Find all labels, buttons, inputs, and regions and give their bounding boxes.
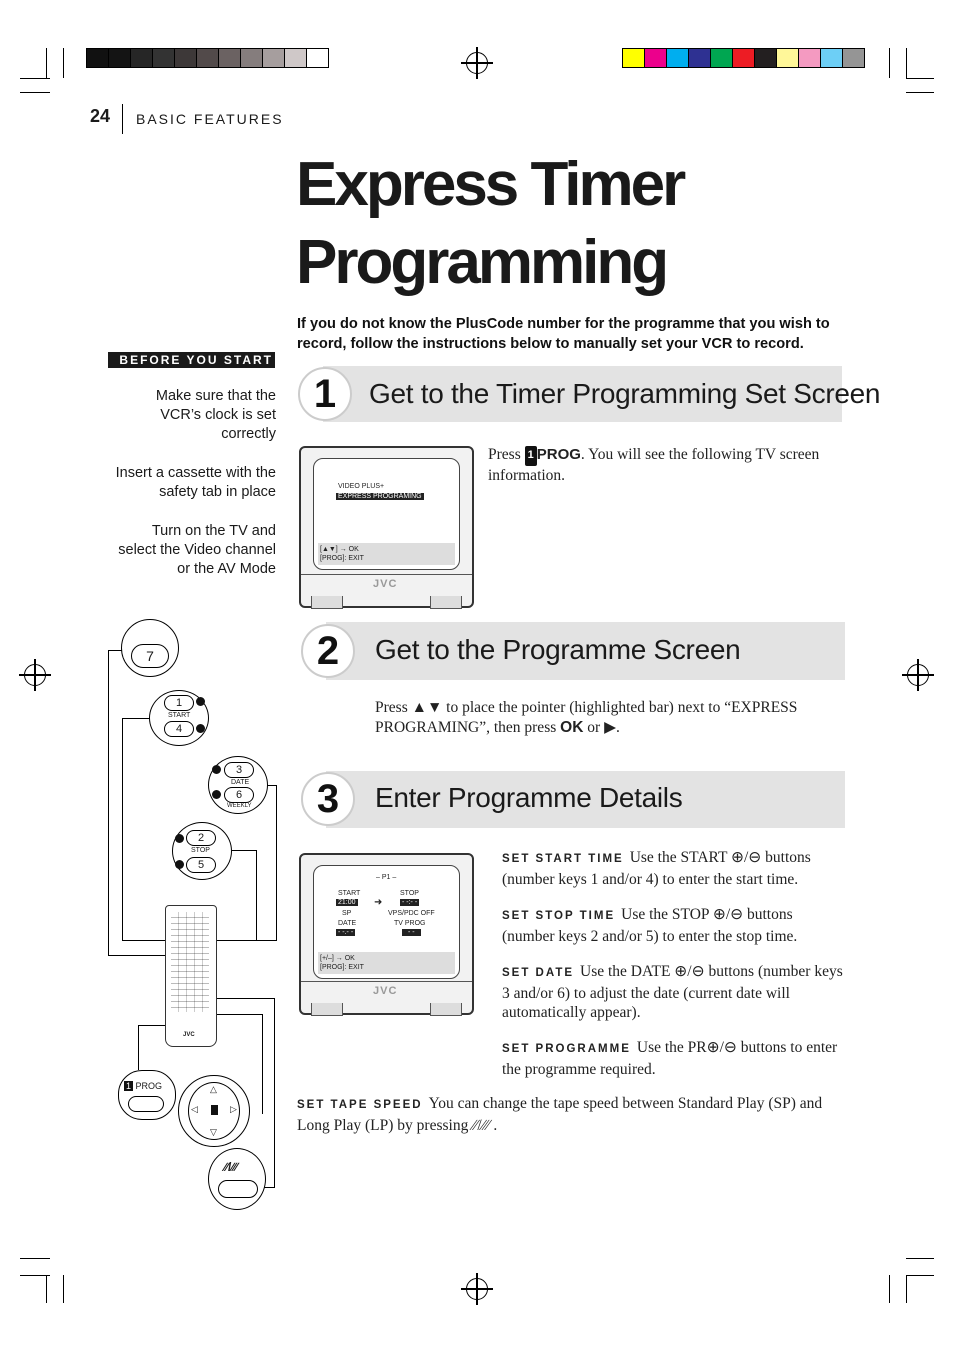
color-swatch <box>820 48 843 68</box>
color-swatch <box>218 48 241 68</box>
tv2-date-value: - -.- - <box>338 929 354 936</box>
color-swatch <box>732 48 755 68</box>
color-swatch <box>754 48 777 68</box>
title-line-2: Programming <box>296 228 667 297</box>
color-swatch <box>776 48 799 68</box>
color-swatch <box>86 48 109 68</box>
color-swatch <box>284 48 307 68</box>
prog-key-zoom <box>118 1070 176 1120</box>
tv1-line2: EXPRESS PROGRAMING <box>338 493 422 500</box>
detail-date-label: SET DATE <box>502 967 575 979</box>
registration-mark-bottom <box>466 1278 488 1300</box>
tv2-nav: [+/–] → OK <box>320 955 355 962</box>
page-title <box>296 146 683 302</box>
down-arrow-icon: ▽ <box>210 1127 217 1137</box>
detail-programme-label: SET PROGRAMME <box>502 1043 631 1055</box>
detail-programme-text: Use the PR⊕/⊖ buttons to enter the programme required. <box>502 1039 838 1078</box>
remote-brand: JVC <box>183 1032 195 1038</box>
header-divider <box>122 104 123 134</box>
key-2[interactable]: 2 <box>186 830 216 846</box>
prog-key-label <box>124 1081 162 1091</box>
key-3[interactable]: 3 <box>224 762 254 778</box>
key-1[interactable]: 1 <box>164 695 194 711</box>
tv2-start-value: 21:00 <box>338 899 356 906</box>
before-item-2: Insert a cassette with the safety tab in place <box>115 465 276 500</box>
plus-icon <box>212 765 221 774</box>
color-swatch <box>644 48 667 68</box>
before-item-3: Turn on the TV and select the Video channel or the AV Mode <box>118 523 276 577</box>
color-swatch <box>842 48 865 68</box>
intro-text: If you do not know the PlusCode number for the programme that you wish to record, follow the instructions below to manually set your VCR to record. <box>297 316 830 352</box>
prog-button-number: 1 <box>525 446 537 466</box>
registration-mark-left <box>24 664 46 686</box>
color-swatch <box>666 48 689 68</box>
right-arrow-icon: ▶ <box>604 718 616 736</box>
detail-start-time <box>502 848 847 889</box>
tv2-date-label: DATE <box>338 920 357 927</box>
color-swatch <box>240 48 263 68</box>
speed-key-label: ∕∕/∕∕∕ <box>224 1160 238 1174</box>
key-7[interactable]: 7 <box>131 644 169 668</box>
tv2-tvprog-label: TV PROG <box>394 920 426 927</box>
stop-label: STOP <box>191 847 210 854</box>
before-item-1: Make sure that the VCR’s clock is set correctly <box>155 388 276 442</box>
key-6[interactable]: 6 <box>224 787 254 803</box>
step-1-title: Get to the Timer Programming Set Screen <box>369 378 881 409</box>
step-2-text-a: Press ▲▼ to place the pointer (highlighted bar) next to “EXPRESS PROGRAMING”, then press <box>375 699 798 736</box>
ok-button-ref: OK <box>560 718 584 736</box>
color-swatch <box>108 48 131 68</box>
page-number: 24 <box>90 106 111 126</box>
right-arrow-icon: ➜ <box>374 897 383 908</box>
detail-start-label: SET START TIME <box>502 853 624 865</box>
up-arrow-icon: △ <box>210 1084 217 1094</box>
color-swatch <box>622 48 645 68</box>
left-arrow-icon: ◁ <box>191 1104 198 1114</box>
registration-mark-top <box>466 52 488 74</box>
tv-screen-2 <box>299 853 474 1015</box>
tv2-heading: – P1 – <box>376 874 397 881</box>
detail-date <box>502 962 847 1023</box>
step-2-number: 2 <box>301 624 355 678</box>
tv-screen-1 <box>299 446 474 608</box>
detail-stop-time <box>502 905 847 946</box>
color-swatch <box>152 48 175 68</box>
right-arrow-icon: ▷ <box>230 1104 237 1114</box>
color-swatch <box>688 48 711 68</box>
registration-mark-right <box>907 664 929 686</box>
detail-stop-text: Use the STOP ⊕/⊖ buttons (number keys 2 and/or 5) to enter the stop time. <box>502 906 798 945</box>
key-4[interactable]: 4 <box>164 721 194 737</box>
tape-speed-text: You can change the tape speed between Standard Play (SP) and Long Play (LP) by pressing ∕∕/∕∕∕ . <box>297 1095 823 1134</box>
color-swatch <box>130 48 153 68</box>
step-2-or: or <box>587 718 601 736</box>
remote-body <box>165 905 217 1047</box>
color-swatch <box>710 48 733 68</box>
tape-speed <box>297 1094 827 1135</box>
detail-stop-label: SET STOP TIME <box>502 910 616 922</box>
tv2-exit: [PROG]: EXIT <box>320 964 364 971</box>
ok-key[interactable] <box>211 1105 218 1115</box>
prog-label: PROG <box>135 1081 163 1091</box>
tv2-sp: SP <box>342 910 352 917</box>
detail-start-text: Use the START ⊕/⊖ buttons (number keys 1 and/or 4) to enter the start time. <box>502 849 811 888</box>
minus-icon <box>175 860 184 869</box>
step-3-title: Enter Programme Details <box>375 782 683 813</box>
color-swatch <box>306 48 329 68</box>
speed-key[interactable] <box>218 1180 258 1198</box>
start-label: START <box>168 712 191 719</box>
tv1-exit: [PROG]: EXIT <box>320 555 364 562</box>
tape-speed-label: SET TAPE SPEED <box>297 1099 423 1111</box>
step-1-text <box>488 445 848 485</box>
section-title: BASIC FEATURES <box>136 111 284 127</box>
plus-icon <box>175 834 184 843</box>
color-swatch <box>798 48 821 68</box>
date-label: DATE <box>231 779 250 786</box>
speed-key-zoom <box>208 1148 266 1210</box>
weekly-label: WEEKLY <box>227 803 252 809</box>
step-1-text-a: Press <box>488 446 521 463</box>
tv2-vps: VPS/PDC OFF <box>388 910 435 917</box>
before-you-start-heading: BEFORE YOU START <box>108 352 275 368</box>
prog-number: 1 <box>126 1081 132 1091</box>
step-1-number: 1 <box>298 367 352 421</box>
tv1-line1: VIDEO PLUS+ <box>338 483 385 490</box>
tv2-tvprog-value: - - <box>402 929 421 936</box>
detail-programme <box>502 1038 847 1079</box>
step-3-number: 3 <box>301 772 355 826</box>
tv2-stop-value: - -:- - <box>402 899 418 906</box>
minus-icon <box>196 724 205 733</box>
prog-key[interactable] <box>128 1096 164 1112</box>
step-1-text-b: . You will see the following TV screen information. <box>488 446 820 484</box>
tv2-stop-label: STOP <box>400 890 419 897</box>
detail-date-text: Use the DATE ⊕/⊖ buttons (number keys 3 and/or 6) to adjust the date (current date will automatically appear). <box>502 963 843 1021</box>
title-line-1: Express Timer <box>296 150 684 219</box>
step-2-text <box>375 698 845 737</box>
plus-icon <box>196 697 205 706</box>
key-5[interactable]: 5 <box>186 857 216 873</box>
step-2-end: . <box>615 718 620 736</box>
tv1-nav: [▲▼] → OK <box>320 546 359 553</box>
step-2-title: Get to the Programme Screen <box>375 634 741 665</box>
color-swatch <box>196 48 219 68</box>
tv1-logo: JVC <box>373 578 398 590</box>
color-swatch <box>174 48 197 68</box>
tv2-start-label: START <box>338 890 361 897</box>
prog-button-ref <box>525 446 581 463</box>
color-swatch <box>262 48 285 68</box>
prog-button-label: PROG <box>536 446 581 463</box>
tv2-logo: JVC <box>373 985 398 997</box>
minus-icon <box>212 790 221 799</box>
